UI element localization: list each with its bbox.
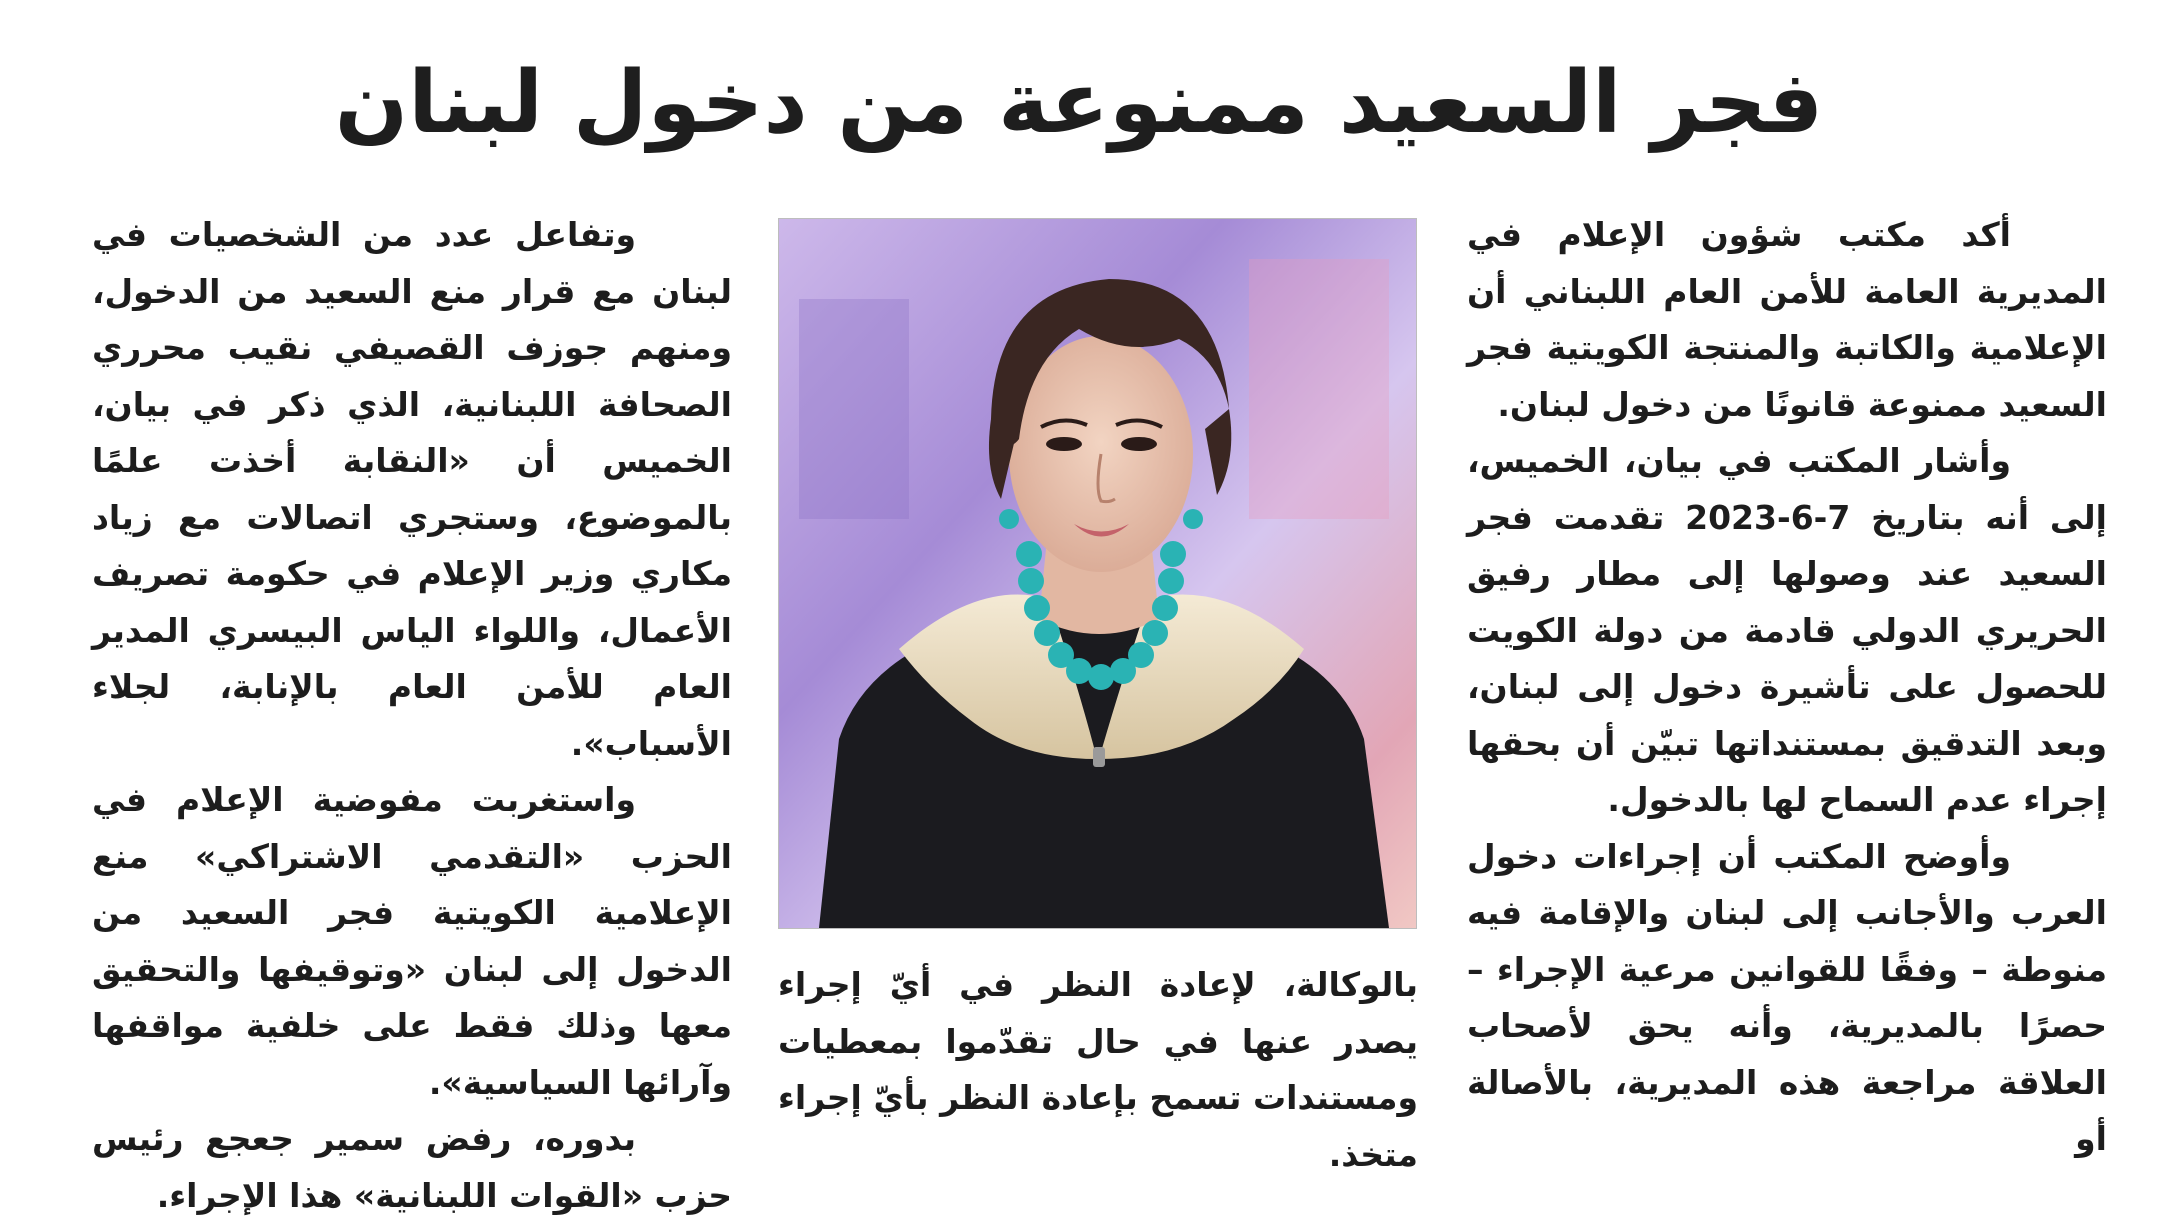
article-column-left [92, 207, 732, 1224]
article-column-middle [778, 957, 1418, 1183]
article-paragraph [92, 1111, 732, 1224]
paragraph-text: بدوره، رفض سمير جعجع رئيس حزب «القوات اللبنانية» هذا الإجراء. [92, 1119, 732, 1215]
article-paragraph [92, 772, 732, 1111]
article-paragraph [92, 207, 732, 772]
paragraph-text: أكد مكتب شؤون الإعلام في المديرية العامة للأمن العام اللبناني أن الإعلامية والكاتبة والمنتجة الكويتية فجر السعيد ممنوعة قانونًا من دخول لبنان. [1467, 215, 2107, 424]
paragraph-text: بالوكالة، لإعادة النظر في أيّ إجراء يصدر عنها في حال تقدّموا بمعطيات ومستندات تسمح بإعادة النظر بأيّ إجراء متخذ. [778, 965, 1418, 1174]
article-headline: فجر السعيد ممنوعة من دخول لبنان [334, 53, 1824, 153]
paragraph-text: وتفاعل عدد من الشخصيات في لبنان مع قرار منع السعيد من الدخول، ومنهم جوزف القصيفي نقيب محرري الصحافة اللبنانية، الذي ذكر في بيان، الخميس أن «النقابة أخذت علمًا بالموضوع، وستجري اتصالات مع زياد مكاري وزير الإعلام في حكومة تصريف الأعمال، واللواء الياس البيسري المدير العام للأمن العام بالإنابة، لجلاء الأسباب». [92, 215, 732, 763]
article-paragraph [778, 957, 1418, 1183]
portrait-illustration [779, 219, 1416, 928]
paragraph-text: وأشار المكتب في بيان، الخميس، إلى أنه بتاريخ 7-6-2023 تقدمت فجر السعيد عند وصولها إلى مطار رفيق الحريري الدولي قادمة من دولة الكويت للحصول على تأشيرة دخول إلى لبنان، وبعد التدقيق بمستنداتها تبيّن أن بحقها إجراء عدم السماح لها بالدخول. [1467, 441, 2107, 819]
article-photo [778, 218, 1417, 929]
article-column-right [1467, 207, 2107, 1168]
article-paragraph [1467, 433, 2107, 829]
paragraph-text: وأوضح المكتب أن إجراءات دخول العرب والأجانب إلى لبنان والإقامة فيه منوطة – وفقًا للقوانين مرعية الإجراء – حصرًا بالمديرية، وأنه يحق لأصحاب العلاقة مراجعة هذه المديرية، بالأصالة أو [1467, 836, 2107, 1158]
article-paragraph [1467, 829, 2107, 1168]
paragraph-text: واستغربت مفوضية الإعلام في الحزب «التقدمي الاشتراكي» منع الإعلامية الكويتية فجر السعيد من الدخول إلى لبنان «وتوقيفها والتحقيق معها وذلك فقط على خلفية مواقفها وآرائها السياسية». [92, 780, 732, 1102]
article-paragraph [1467, 207, 2107, 433]
